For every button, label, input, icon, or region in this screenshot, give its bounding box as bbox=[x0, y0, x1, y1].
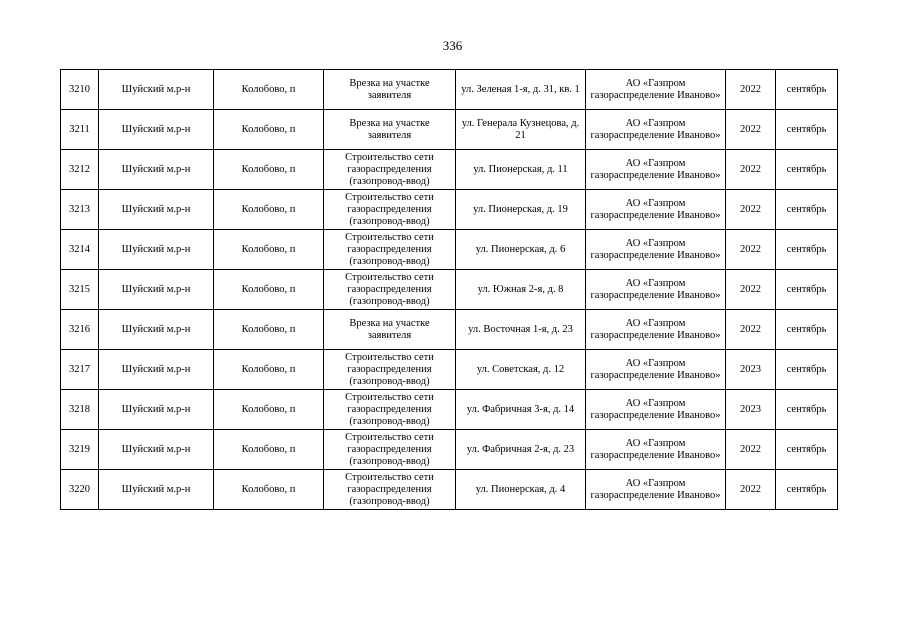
district-cell: Шуйский м.р-н bbox=[99, 150, 214, 190]
year-cell: 2022 bbox=[726, 270, 776, 310]
work-type-cell: Строительство сети газораспределения (газопровод-ввод) bbox=[324, 430, 456, 470]
address-cell: ул. Фабричная 2-я, д. 23 bbox=[456, 430, 586, 470]
month-cell: сентябрь bbox=[776, 390, 838, 430]
table-row bbox=[61, 350, 838, 390]
district-cell: Шуйский м.р-н bbox=[99, 350, 214, 390]
work-type-cell: Строительство сети газораспределения (газопровод-ввод) bbox=[324, 150, 456, 190]
organization-cell: АО «Газпром газораспределение Иваново» bbox=[586, 190, 726, 230]
district-cell: Шуйский м.р-н bbox=[99, 230, 214, 270]
month-cell: сентябрь bbox=[776, 350, 838, 390]
table-row bbox=[61, 190, 838, 230]
work-type-cell: Строительство сети газораспределения (газопровод-ввод) bbox=[324, 190, 456, 230]
row-number: 3218 bbox=[61, 390, 99, 430]
address-cell: ул. Генерала Кузнецова, д. 21 bbox=[456, 110, 586, 150]
address-cell: ул. Советская, д. 12 bbox=[456, 350, 586, 390]
settlement-cell: Колобово, п bbox=[214, 310, 324, 350]
work-type-cell: Строительство сети газораспределения (газопровод-ввод) bbox=[324, 230, 456, 270]
table-row bbox=[61, 270, 838, 310]
row-number: 3216 bbox=[61, 310, 99, 350]
settlement-cell: Колобово, п bbox=[214, 390, 324, 430]
work-type-cell: Строительство сети газораспределения (газопровод-ввод) bbox=[324, 470, 456, 510]
organization-cell: АО «Газпром газораспределение Иваново» bbox=[586, 390, 726, 430]
settlement-cell: Колобово, п bbox=[214, 430, 324, 470]
address-cell: ул. Южная 2-я, д. 8 bbox=[456, 270, 586, 310]
month-cell: сентябрь bbox=[776, 110, 838, 150]
table-row bbox=[61, 70, 838, 110]
table-row bbox=[61, 310, 838, 350]
settlement-cell: Колобово, п bbox=[214, 230, 324, 270]
month-cell: сентябрь bbox=[776, 470, 838, 510]
settlement-cell: Колобово, п bbox=[214, 270, 324, 310]
work-type-cell: Врезка на участке заявителя bbox=[324, 310, 456, 350]
organization-cell: АО «Газпром газораспределение Иваново» bbox=[586, 430, 726, 470]
table-row bbox=[61, 470, 838, 510]
settlement-cell: Колобово, п bbox=[214, 150, 324, 190]
district-cell: Шуйский м.р-н bbox=[99, 110, 214, 150]
district-cell: Шуйский м.р-н bbox=[99, 190, 214, 230]
address-cell: ул. Пионерская, д. 4 bbox=[456, 470, 586, 510]
district-cell: Шуйский м.р-н bbox=[99, 430, 214, 470]
year-cell: 2022 bbox=[726, 150, 776, 190]
table-row bbox=[61, 110, 838, 150]
organization-cell: АО «Газпром газораспределение Иваново» bbox=[586, 270, 726, 310]
work-type-cell: Строительство сети газораспределения (газопровод-ввод) bbox=[324, 390, 456, 430]
row-number: 3211 bbox=[61, 110, 99, 150]
year-cell: 2022 bbox=[726, 70, 776, 110]
organization-cell: АО «Газпром газораспределение Иваново» bbox=[586, 70, 726, 110]
work-type-cell: Строительство сети газораспределения (газопровод-ввод) bbox=[324, 270, 456, 310]
district-cell: Шуйский м.р-н bbox=[99, 270, 214, 310]
month-cell: сентябрь bbox=[776, 150, 838, 190]
row-number: 3215 bbox=[61, 270, 99, 310]
row-number: 3213 bbox=[61, 190, 99, 230]
district-cell: Шуйский м.р-н bbox=[99, 390, 214, 430]
year-cell: 2022 bbox=[726, 230, 776, 270]
row-number: 3210 bbox=[61, 70, 99, 110]
year-cell: 2022 bbox=[726, 430, 776, 470]
year-cell: 2022 bbox=[726, 190, 776, 230]
table-body bbox=[61, 70, 838, 510]
table-row bbox=[61, 430, 838, 470]
address-cell: ул. Пионерская, д. 11 bbox=[456, 150, 586, 190]
row-number: 3217 bbox=[61, 350, 99, 390]
organization-cell: АО «Газпром газораспределение Иваново» bbox=[586, 470, 726, 510]
organization-cell: АО «Газпром газораспределение Иваново» bbox=[586, 230, 726, 270]
table-row bbox=[61, 230, 838, 270]
gasification-table bbox=[60, 69, 838, 510]
organization-cell: АО «Газпром газораспределение Иваново» bbox=[586, 310, 726, 350]
address-cell: ул. Восточная 1-я, д. 23 bbox=[456, 310, 586, 350]
district-cell: Шуйский м.р-н bbox=[99, 310, 214, 350]
address-cell: ул. Фабричная 3-я, д. 14 bbox=[456, 390, 586, 430]
month-cell: сентябрь bbox=[776, 230, 838, 270]
work-type-cell: Врезка на участке заявителя bbox=[324, 70, 456, 110]
year-cell: 2022 bbox=[726, 310, 776, 350]
work-type-cell: Строительство сети газораспределения (газопровод-ввод) bbox=[324, 350, 456, 390]
page-number: 336 bbox=[442, 38, 463, 53]
address-cell: ул. Пионерская, д. 6 bbox=[456, 230, 586, 270]
settlement-cell: Колобово, п bbox=[214, 350, 324, 390]
address-cell: ул. Зеленая 1-я, д. 31, кв. 1 bbox=[456, 70, 586, 110]
row-number: 3212 bbox=[61, 150, 99, 190]
year-cell: 2023 bbox=[726, 390, 776, 430]
month-cell: сентябрь bbox=[776, 70, 838, 110]
year-cell: 2022 bbox=[726, 110, 776, 150]
settlement-cell: Колобово, п bbox=[214, 190, 324, 230]
row-number: 3219 bbox=[61, 430, 99, 470]
year-cell: 2023 bbox=[726, 350, 776, 390]
organization-cell: АО «Газпром газораспределение Иваново» bbox=[586, 350, 726, 390]
month-cell: сентябрь bbox=[776, 270, 838, 310]
district-cell: Шуйский м.р-н bbox=[99, 470, 214, 510]
month-cell: сентябрь bbox=[776, 190, 838, 230]
year-cell: 2022 bbox=[726, 470, 776, 510]
table-row bbox=[61, 390, 838, 430]
work-type-cell: Врезка на участке заявителя bbox=[324, 110, 456, 150]
organization-cell: АО «Газпром газораспределение Иваново» bbox=[586, 110, 726, 150]
address-cell: ул. Пионерская, д. 19 bbox=[456, 190, 586, 230]
row-number: 3214 bbox=[61, 230, 99, 270]
settlement-cell: Колобово, п bbox=[214, 110, 324, 150]
month-cell: сентябрь bbox=[776, 310, 838, 350]
settlement-cell: Колобово, п bbox=[214, 470, 324, 510]
organization-cell: АО «Газпром газораспределение Иваново» bbox=[586, 150, 726, 190]
district-cell: Шуйский м.р-н bbox=[99, 70, 214, 110]
month-cell: сентябрь bbox=[776, 430, 838, 470]
settlement-cell: Колобово, п bbox=[214, 70, 324, 110]
row-number: 3220 bbox=[61, 470, 99, 510]
table-row bbox=[61, 150, 838, 190]
